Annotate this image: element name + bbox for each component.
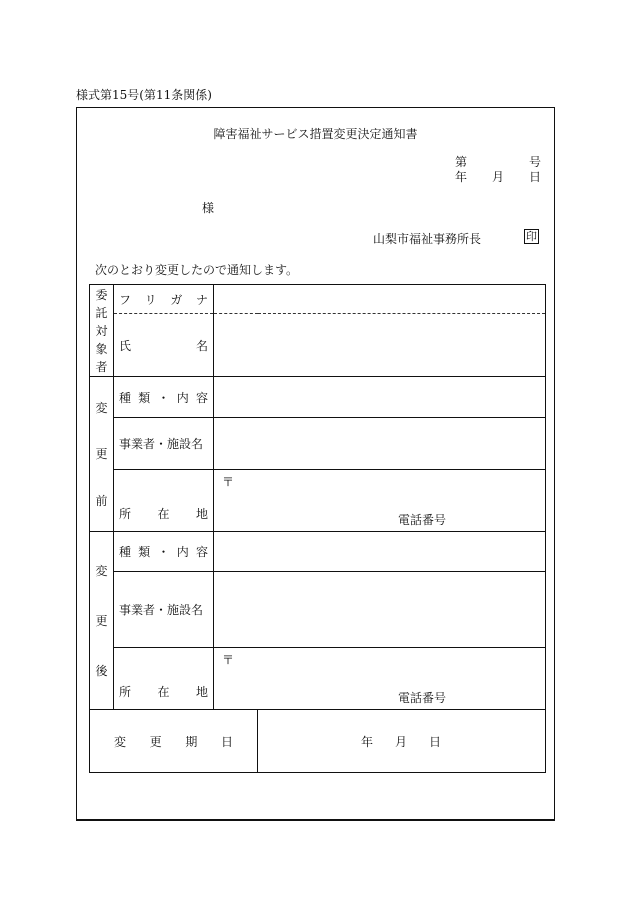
furigana-label [119, 291, 208, 308]
form-title: 障害福祉サービス措置変更決定通知書 [213, 127, 418, 141]
name-char-2: 名 [195, 338, 208, 353]
number-suffix: 号 [528, 155, 541, 169]
after-address-char-1: 所 [119, 685, 132, 699]
before-type-char-4: 内 [176, 390, 189, 405]
before-heading-char-3: 前 [95, 494, 108, 509]
furigana-field[interactable] [214, 285, 546, 314]
after-provider-field[interactable] [214, 572, 546, 648]
after-type-char-3: ・ [157, 545, 170, 559]
furigana-char-2: リ [144, 292, 157, 307]
furigana-char-1: フ [119, 292, 132, 307]
after-type-char-5: 容 [195, 545, 208, 559]
after-heading-char-1: 変 [95, 564, 108, 578]
change-date-label-cell [90, 710, 258, 773]
after-type-char-1: 種 [119, 545, 132, 559]
after-type-char-4: 内 [176, 545, 189, 559]
change-date-label [114, 733, 233, 750]
number-prefix: 第 [455, 155, 468, 169]
issuer-name: 山梨市福祉事務所長 [373, 232, 482, 246]
before-address-char-2: 在 [157, 507, 170, 521]
change-date-values [361, 733, 441, 750]
change-date-char-3: 期 [185, 734, 198, 749]
name-label [119, 337, 208, 354]
change-detail-table [89, 284, 546, 773]
before-provider-label: 事業者・施設名 [119, 437, 204, 451]
change-date-month: 月 [394, 734, 407, 749]
after-provider-label: 事業者・施設名 [119, 603, 204, 617]
change-date-field[interactable] [258, 710, 546, 773]
intro-text: 次のとおり変更したので通知します。 [95, 263, 299, 277]
furigana-char-3: ガ [170, 292, 183, 307]
form-reference: 様式第15号(第11条関係) [76, 88, 212, 102]
change-date-year: 年 [361, 734, 374, 749]
before-tel-label: 電話番号 [398, 513, 447, 527]
subject-heading-char-1: 委 [95, 288, 108, 302]
after-address-label-cell [114, 648, 214, 710]
before-heading-char-2: 更 [95, 447, 108, 462]
before-address-char-1: 所 [119, 507, 132, 521]
before-heading-cell [90, 377, 114, 532]
before-type-char-5: 容 [195, 390, 208, 405]
after-heading-cell [90, 532, 114, 710]
subject-heading [90, 286, 113, 376]
before-type-label-cell [114, 377, 214, 418]
change-date-char-1: 変 [114, 734, 127, 749]
after-address-char-3: 地 [195, 685, 208, 699]
after-address-field[interactable] [214, 648, 546, 710]
after-heading-char-2: 更 [95, 614, 108, 628]
issue-month: 月 [491, 170, 504, 184]
seal-box: 印 [526, 230, 537, 243]
before-address-label-cell [114, 470, 214, 532]
change-date-day: 日 [428, 734, 441, 749]
before-address-char-3: 地 [195, 507, 208, 521]
furigana-char-4: ナ [195, 292, 208, 307]
after-type-char-2: 類 [138, 545, 151, 559]
before-provider-field[interactable] [214, 418, 546, 470]
after-type-label-cell [114, 532, 214, 572]
before-address-label [119, 479, 208, 522]
subject-heading-char-2: 託 [95, 306, 108, 320]
after-provider-label-cell [114, 572, 214, 648]
after-postal-mark: 〒 [222, 653, 235, 667]
before-type-char-2: 類 [138, 390, 151, 405]
change-date-char-4: 日 [220, 734, 233, 749]
before-postal-mark: 〒 [222, 475, 235, 489]
after-address-char-2: 在 [157, 685, 170, 699]
before-type-char-3: ・ [157, 390, 170, 405]
before-type-label [119, 389, 208, 406]
after-heading [90, 546, 113, 696]
notice-form [76, 107, 555, 821]
subject-heading-char-4: 象 [95, 342, 108, 356]
addressee-suffix: 様 [202, 201, 215, 215]
seal-mark [524, 229, 539, 244]
name-char-1: 氏 [119, 338, 132, 353]
issue-year: 年 [455, 170, 468, 184]
before-heading-char-1: 変 [95, 400, 108, 415]
after-address-label [119, 657, 208, 700]
subject-heading-cell [90, 285, 114, 377]
issue-day: 日 [528, 170, 541, 184]
subject-heading-char-3: 対 [95, 324, 108, 338]
after-type-label [119, 543, 208, 560]
before-type-char-1: 種 [119, 390, 132, 405]
name-label-cell [114, 314, 214, 377]
after-type-field[interactable] [214, 532, 546, 572]
after-tel-label: 電話番号 [398, 691, 447, 705]
before-provider-label-cell [114, 418, 214, 470]
before-address-field[interactable] [214, 470, 546, 532]
issue-date-line [455, 168, 541, 185]
after-heading-char-3: 後 [95, 664, 108, 678]
name-field[interactable] [214, 314, 546, 377]
subject-heading-char-5: 者 [95, 360, 108, 374]
change-date-char-2: 更 [149, 734, 162, 749]
before-type-field[interactable] [214, 377, 546, 418]
furigana-label-cell [114, 285, 214, 314]
before-heading [90, 384, 113, 524]
